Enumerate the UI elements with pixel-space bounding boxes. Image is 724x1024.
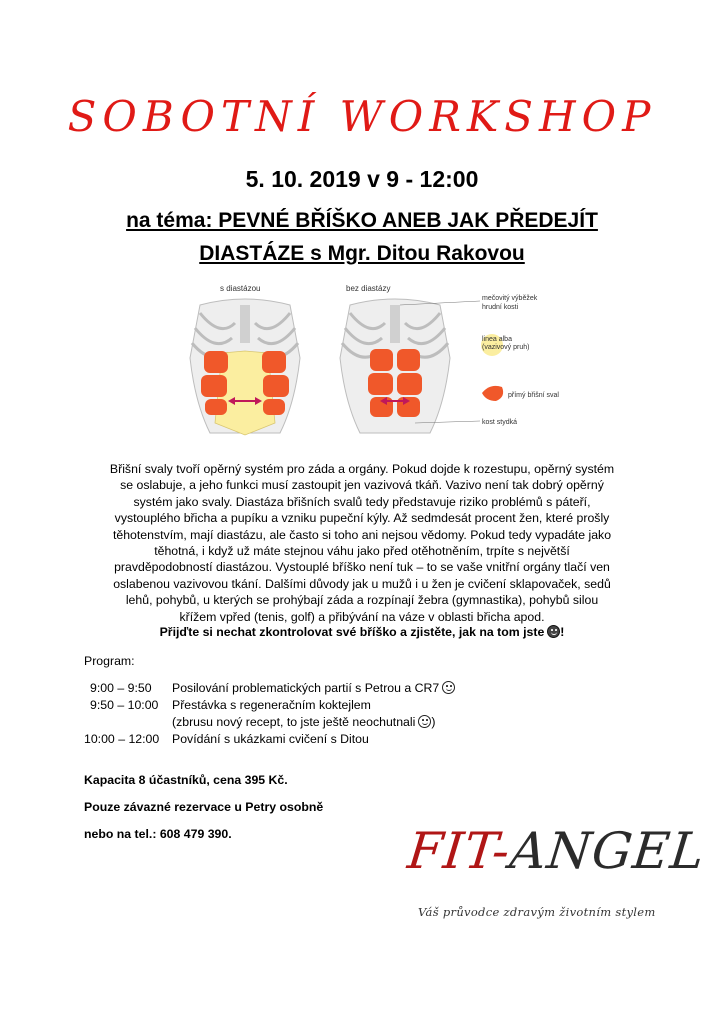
- body-paragraph: [84, 461, 640, 625]
- topic-line-1: na téma: PEVNÉ BŘÍŠKO ANEB JAK PŘEDEJÍT: [126, 209, 598, 232]
- legend-linea-1: linea alba: [482, 336, 512, 343]
- paragraph-line: lehů, pohybů, u kterých se prohýbají záda a rozpínají žebra (gymnastika), pohybů silou: [125, 593, 599, 608]
- legend-rectus: přímý břišní sval: [508, 392, 559, 399]
- callout-end: !: [560, 625, 565, 639]
- legend-xiphoid-1: mečovitý výběžek: [482, 295, 538, 302]
- paragraph-line: se oslabuje, a jeho funkci musí zastoupit jen vazivová tkáň. Vazivo není tak dobrý opěrný: [120, 478, 604, 493]
- reservation-note: Pouze závazné rezervace u Petry osobně: [84, 800, 324, 814]
- paragraph-line: křížem vpřed (tenis, golf) a přibývání na váze v oblasti břicha apod.: [179, 609, 545, 624]
- paragraph-line: systém jako svaly. Diastáza břišních svalů tedy představuje riziko problémů s páteří,: [133, 494, 591, 509]
- program-desc: Posilování problematických partií s Petrou a CR7: [172, 680, 455, 697]
- program-list: [84, 680, 584, 748]
- event-date: 5. 10. 2019 v 9 - 12:00: [245, 166, 479, 192]
- event-topic: [70, 204, 654, 270]
- program-note: (zbrusu nový recept, to jste ještě neochutnali ): [172, 715, 436, 729]
- page-title: SOBOTNÍ WORKSHOP: [67, 92, 657, 141]
- paragraph-line: těhotenstvím, mají diastázu, ale často si toho ani nejsou vědomy. Pokud tedy vypadáte jako: [112, 527, 612, 542]
- legend-pubic: kost stydká: [482, 419, 518, 426]
- paragraph-line: pravděpodobností diastázou. Vystouplé bříško není tuk – to se vaše vnitřní orgány tlačí ven: [114, 560, 610, 575]
- smiley-icon: [547, 625, 560, 638]
- smiley-icon: [442, 681, 455, 694]
- legend-xiphoid-2: hrudní kosti: [482, 304, 519, 311]
- legend-linea-2: (vazivový pruh): [482, 344, 530, 351]
- label-without-diastasis: bez diastázy: [346, 284, 391, 293]
- program-row: [84, 697, 584, 714]
- program-time: 9:00 – 9:50: [90, 681, 152, 695]
- paragraph-line: Břišní svaly tvoří opěrný systém pro záda a orgány. Pokud dojde k rozestupu, opěrný systém: [109, 462, 615, 476]
- callout: [84, 625, 640, 639]
- diastasis-illustration: [160, 283, 570, 455]
- paragraph-line: těhotná, i když už máte stejnou váhu jako před otěhotněním, trpíte s největší: [154, 544, 570, 559]
- capacity-price: Kapacita 8 účastníků, cena 395 Kč.: [84, 773, 288, 787]
- fit-angel-logo: FIT-ANGEL: [404, 822, 708, 880]
- program-label: Program:: [84, 654, 135, 668]
- program-row: [84, 714, 584, 731]
- smiley-icon: [418, 715, 431, 728]
- torso-without-diastasis: [340, 299, 450, 433]
- label-with-diastasis: s diastázou: [220, 284, 261, 293]
- program-desc: Přestávka s regeneračním koktejlem: [172, 698, 371, 712]
- phone-number: nebo na tel.: 608 479 390.: [84, 827, 232, 841]
- topic-line-2: DIASTÁZE s Mgr. Ditou Rakovou: [199, 242, 525, 265]
- paragraph-line: vystouplého břicha a pupíku a vzniku pupeční kýly. Až sedmdesát procent žen, které prošly: [114, 511, 610, 526]
- program-desc: Povídání s ukázkami cvičení s Ditou: [172, 732, 369, 746]
- program-time: 10:00 – 12:00: [84, 732, 160, 746]
- logo-slogan: Váš průvodce zdravým životním stylem: [418, 905, 656, 919]
- paragraph-line: oslabenou vazivovou tkání. Dalšími důvody jak u mužů i u žen je cvičení sklapovaček, sedů: [113, 576, 611, 591]
- program-row: [84, 731, 584, 748]
- program-row: [84, 680, 584, 697]
- torso-with-diastasis: [190, 299, 300, 435]
- program-time: 9:50 – 10:00: [90, 698, 159, 712]
- callout-text: Přijďte si nechat zkontrolovat své bříško a zjistěte, jak na tom jste: [159, 625, 545, 639]
